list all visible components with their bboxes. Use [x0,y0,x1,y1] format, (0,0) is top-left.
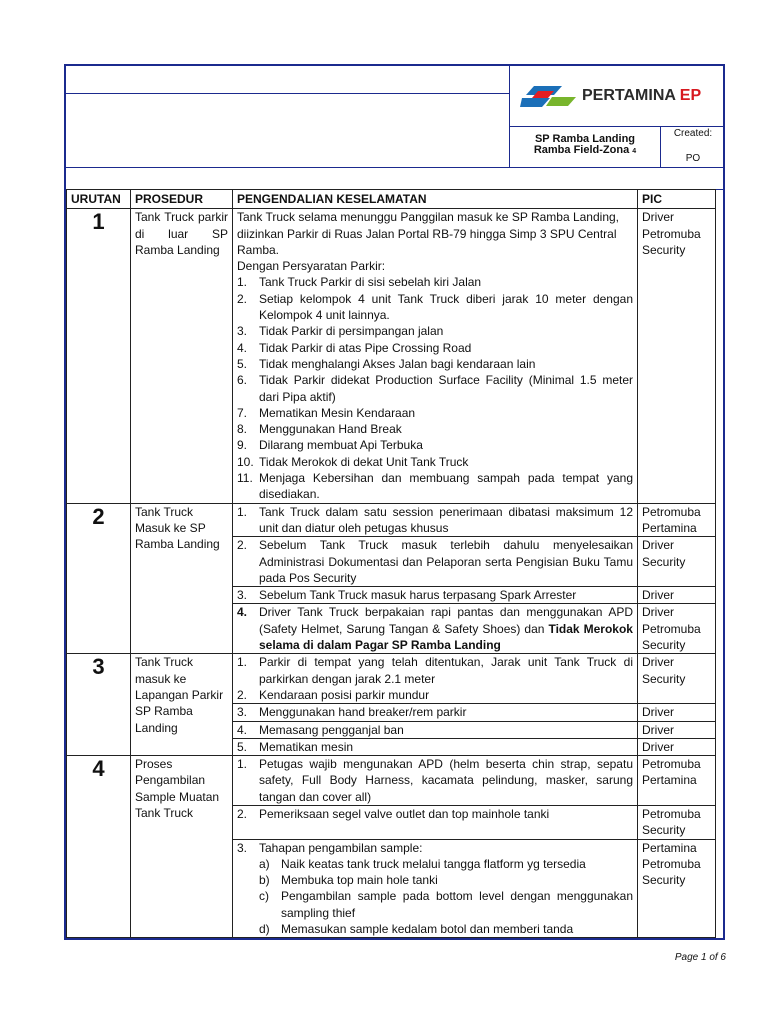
pic-cell: Petromuba Pertamina [638,503,716,537]
list-item: 10. Tidak Merokok di dekat Unit Tank Truck [237,454,469,469]
list-item: 1. Tank Truck Parkir di sisi sebelah kiri Jalan [237,275,482,290]
pic-entry: Petromuba [642,226,701,241]
safety-control-cell: 5. Mematikan mesin [233,738,638,755]
safety-control-cell: 1. Tank Truck dalam satu session penerimaan dibatasi maksimum 12 unit dan diatur oleh petugas khusus [233,503,638,537]
procedure-text: Proses Pengambilan Sample Muatan Tank Truck [131,756,233,938]
pic-cell: Driver Petromuba Security [638,604,716,654]
pic-cell [638,209,716,503]
pic-cell: Petromuba Pertamina [638,756,716,806]
list-item: 2. Setiap kelompok 4 unit Tank Truck diberi jarak 10 meter dengan Kelompok 4 unit lainnya. [237,291,633,323]
procedure-text: Tank Truck Masuk ke SP Ramba Landing [131,503,233,654]
list-item: 3. Tidak Parkir di persimpangan jalan [237,324,444,339]
header-divider [509,126,725,127]
safety-intro-2: Dengan Persyaratan Parkir: [237,259,386,274]
safety-control-cell [233,209,638,503]
table-row [67,654,716,704]
table-row [67,756,716,806]
safety-control-cell: 3. Tahapan pengambilan sample: a) Naik keatas tank truck melalui tangga flatform yg tersedia b) Membuka top main hole tanki c) Pengambilan sample pada bottom level dengan menggunakan sampling thief d) Memasukan sample kedalam botol dan memberi tanda [233,839,638,938]
safety-intro: Tank Truck selama menunggu Panggilan masuk ke SP Ramba Landing, diizinkan Parkir di Ruas Jalan Portal RB-79 hingga Simp 3 SPU Central Ramba. [237,210,620,257]
list-item: 4. Tidak Parkir di atas Pipe Crossing Road [237,340,472,355]
created-label: Created: [673,128,713,139]
pic-cell: Driver Security [638,654,716,704]
created-value: PO [685,153,701,164]
safety-control-cell: 1. Petugas wajib mengunakan APD (helm beserta chin strap, sepatu safety, Full Body Harness, kacamata pelindung, masker, sarung tangan dan cover all) [233,756,638,806]
col-header-pengendalian: PENGENDALIAN KESELAMATAN [233,190,638,209]
safety-control-cell: 3. Menggunakan hand breaker/rem parkir [233,704,638,721]
pic-cell: Driver [638,738,716,755]
safety-control-cell: 3. Sebelum Tank Truck masuk harus terpasang Spark Arrester [233,587,638,604]
list-item: 8. Menggunakan Hand Break [237,422,402,437]
pic-entry: Security [642,242,686,257]
pic-cell: Pertamina Petromuba Security [638,839,716,938]
pic-cell: Driver [638,704,716,721]
procedure-text: Tank Truck masuk ke Lapangan Parkir SP Ramba Landing [131,654,233,756]
step-number: 2 [67,503,131,654]
list-item: 7. Mematikan Mesin Kendaraan [237,405,416,420]
brand-name: PERTAMINA EP [582,87,702,104]
pic-cell: Driver [638,587,716,604]
safety-procedure-table [66,189,716,938]
list-item: 9. Dilarang membuat Api Terbuka [237,438,423,453]
page-number: Page 1 of 6 [674,952,726,963]
pertamina-arrow-icon [520,82,578,112]
safety-control-cell: 4. Memasang pengganjal ban [233,721,638,738]
pic-cell: Driver [638,721,716,738]
procedure-text: Tank Truck parkir di luar SP Ramba Landing [131,209,233,503]
table-row [67,503,716,537]
table-row [67,209,716,503]
safety-control-cell: 2. Sebelum Tank Truck masuk terlebih dahulu menyelesaikan Administrasi Dokumentasi dan Pelaporan serta Pengisian Buku Tamu pada Pos Security [233,537,638,587]
list-item: 11. Menjaga Kebersihan dan membuang sampah pada tempat yang disediakan. [237,471,633,502]
step-number: 4 [67,756,131,938]
list-item: 5. Tidak menghalangi Akses Jalan bagi kendaraan lain [237,356,536,371]
list-item: 6. Tidak Parkir didekat Production Surface Facility (Minimal 1.5 meter dari Pipa aktif) [237,373,633,404]
safety-control-cell: 2. Pemeriksaan segel valve outlet dan top mainhole tanki [233,805,638,839]
pic-cell: Driver Security [638,537,716,587]
site-name: SP Ramba Landing Ramba Field-Zona 4 [533,133,637,156]
step-number: 3 [67,654,131,756]
header-divider [66,93,509,94]
col-header-pic: PIC [638,190,716,209]
col-header-prosedur: PROSEDUR [131,190,233,209]
col-header-urutan: URUTAN [67,190,131,209]
header-divider [660,126,661,167]
table-header-row [67,190,716,209]
pertamina-logo [520,82,725,112]
step-number: 1 [67,209,131,503]
header-divider [509,66,510,167]
pic-entry: Driver [642,210,674,225]
safety-control-cell: 4. Driver Tank Truck berpakaian rapi pantas dan menggunakan APD (Safety Helmet, Sarung Tangan & Safety Shoes) dan Tidak Merokok selama di dalam Pagar SP Ramba Landing [233,604,638,654]
header-divider [66,167,725,168]
pic-cell: Petromuba Security [638,805,716,839]
safety-control-cell: 1. Parkir di tempat yang telah ditentukan, Jarak unit Tank Truck di parkirkan dengan jarak 2.1 meter 2. Kendaraan posisi parkir mundur [233,654,638,704]
